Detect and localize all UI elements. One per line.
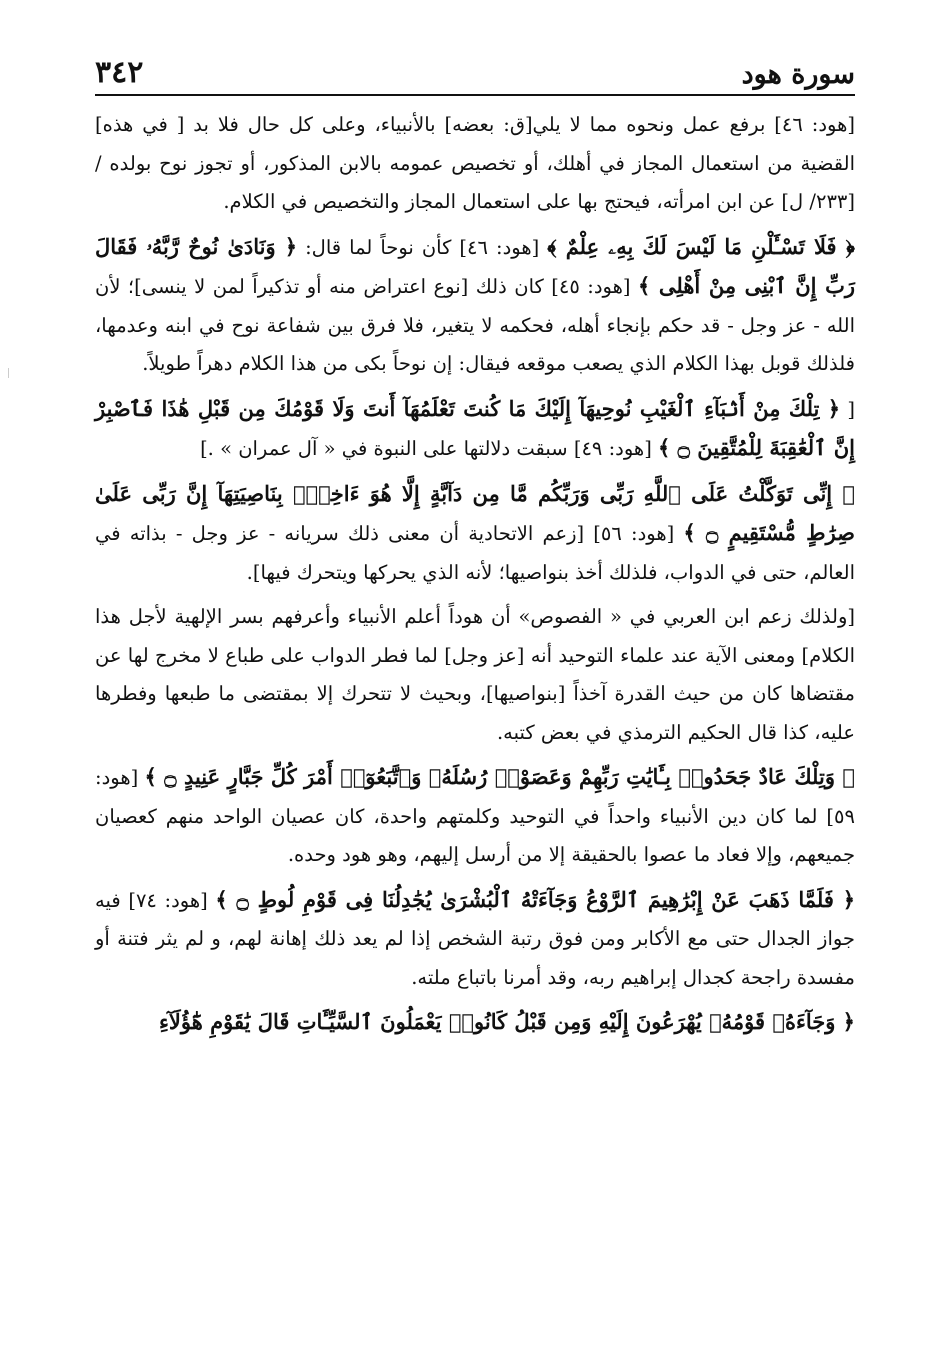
quran-verse: ﴿ فَلَا تَسْـَٔلْنِ مَا لَيْسَ لَكَ بِهِۦ عِلْمٌ ﴾ <box>547 233 855 259</box>
paragraph-1 <box>95 106 855 222</box>
commentary-text: [هود: ٤٩] سبقت دلالتها على النبوة في « آل عمران » .] <box>200 437 659 460</box>
commentary-text: [هود: ٤٦] برفع عمل ونحوه مما لا يلي[ق: بعضه] بالأنبياء، وعلى كل حال فلا بد [ في هذه] القضية من استعمال المجاز في أهلك، أو تخصيص عمومه بالابن المذكور، أو تجوز نوح بولده / [٢٣٣/ ل] عن ابن امرأته، فيحتج بها على استعمال المجاز والتخصيص في الكلام. <box>95 113 856 213</box>
commentary-text: [ <box>840 397 856 421</box>
document-page <box>95 48 855 1049</box>
paragraph-8 <box>95 1003 855 1043</box>
quran-verse: ﴿ فَلَمَّا ذَهَبَ عَنْ إِبْرَٰهِيمَ ٱلرَّوْعُ وَجَآءَتْهُ ٱلْبُشْرَىٰ يُجَٰدِلُنَا فِى قَوْمِ لُوطٍ ۝ ﴾ <box>215 886 855 912</box>
page-number: ٣٤٢ <box>95 55 144 90</box>
commentary-text: [هود: ٥٦] [زعم الاتحادية أن معنى ذلك سريانه - عز وجل - بذاته في العالم، حتى في الدواب، فلذلك أخذ بنواصيها؛ لأنه الذي يحركها ويتحرك فيها]. <box>95 522 855 584</box>
quran-verse: ﴿ وَتِلْكَ عَادٌ جَحَدُوا۟ بِـَٔايَٰتِ رَبِّهِمْ وَعَصَوْا۟ رُسُلَهُۥ وَٱتَّبَعُوٓا۟ أَمْرَ كُلِّ جَبَّارٍ عَنِيدٍ ۝ ﴾ <box>144 764 855 789</box>
paragraph-7 <box>95 881 855 998</box>
paragraph-3 <box>95 390 855 469</box>
paragraph-5 <box>95 598 855 752</box>
commentary-text: [هود: ٥٩] لما كان دين الأنبياء واحداً في التوحيد وكلمتهم واحدة، كان عصيان الواحد منهم كعصيان جميعهم، وإلا فعاد ما عصوا بالحقيقة إلا من أرسل إليهم، وهو هود وحده. <box>95 766 855 866</box>
commentary-text: [هود: ٤٥] كان ذلك [نوع اعتراض منه أو تذكيراً لمن لا ينسى]؛ لأن الله - عز وجل - قد حكم بإنجاء أهله، فحكمه لا يتغير، فلا فرق بين شفاعة نوح في ابنه وعدمها، فلذلك قوبل بهذا الكلام الذي يصعب موقعه فيقال: إن نوحاً بكى من هذا الكلام دهراً طويلاً. <box>95 275 855 375</box>
margin-mark <box>8 368 9 378</box>
paragraph-6 <box>95 758 855 875</box>
body-text <box>95 106 855 1043</box>
quran-verse: ﴿ وَنَادَىٰ نُوحٌ رَّبَّهُۥ فَقَالَ رَبِّ إِنَّ ٱبْنِى مِنْ أَهْلِى ﴾ <box>95 233 855 298</box>
quran-verse: ﴿ إِنِّى تَوَكَّلْتُ عَلَى ٱللَّهِ رَبِّى وَرَبِّكُم مَّا مِن دَآبَّةٍ إِلَّا هُوَ ءَاخِذٌۢ بِنَاصِيَتِهَآ إِنَّ رَبِّى عَلَىٰ صِرَٰطٍ مُّسْتَقِيمٍ ۝ ﴾ <box>95 480 855 545</box>
quran-verse: ﴿ تِلْكَ مِنْ أَنۢبَآءِ ٱلْغَيْبِ نُوحِيهَآ إِلَيْكَ مَا كُنتَ تَعْلَمُهَآ أَنتَ وَلَا قَوْمُكَ مِن قَبْلِ هَٰذَا فَٱصْبِرْ إِنَّ ٱلْعَٰقِبَةَ لِلْمُتَّقِينَ ۝ ﴾ <box>95 395 855 460</box>
paragraph-4 <box>95 475 855 593</box>
commentary-text: [هود: ٧٤] فيه جواز الجدال حتى مع الأكابر ومن فوق رتبة الشخص إذا لم يعد ذلك إهانة لهم، و لم يثر فتنة أو مفسدة راجحة كجدال إبراهيم ربه، وقد أمرنا باتباع ملته. <box>95 888 855 989</box>
quran-verse: ﴿ وَجَآءَهُۥ قَوْمُهُۥ يُهْرَعُونَ إِلَيْهِ وَمِن قَبْلُ كَانُوا۟ يَعْمَلُونَ ٱلسَّيِّـَٔاتِ قَالَ يَٰقَوْمِ هَٰٓؤُلَآءِ <box>159 1009 855 1034</box>
paragraph-2 <box>95 228 855 384</box>
commentary-text: [ولذلك زعم ابن العربي في « الفصوص» أن هوداً أعلم الأنبياء وأعرفهم بسر الإلهية لأجل هذا الكلام] ومعنى الآية عند علماء التوحيد أنه [عز وجل] لما فطر الدواب على طباع لا مخرج لها عن مقتضاها كان من حيث القدرة آخذاً [بنواصيها]، وبحيث لا تتحرك إلا بمقتضى ما طبعها وفطرها عليه، كذا قال الحكيم الترمذي في بعض كتبه. <box>95 605 855 744</box>
page-header <box>95 48 855 96</box>
commentary-text: [هود: ٤٦] كأن نوحاً لما قال: <box>297 235 548 259</box>
surah-title: سورة هود <box>741 59 855 90</box>
